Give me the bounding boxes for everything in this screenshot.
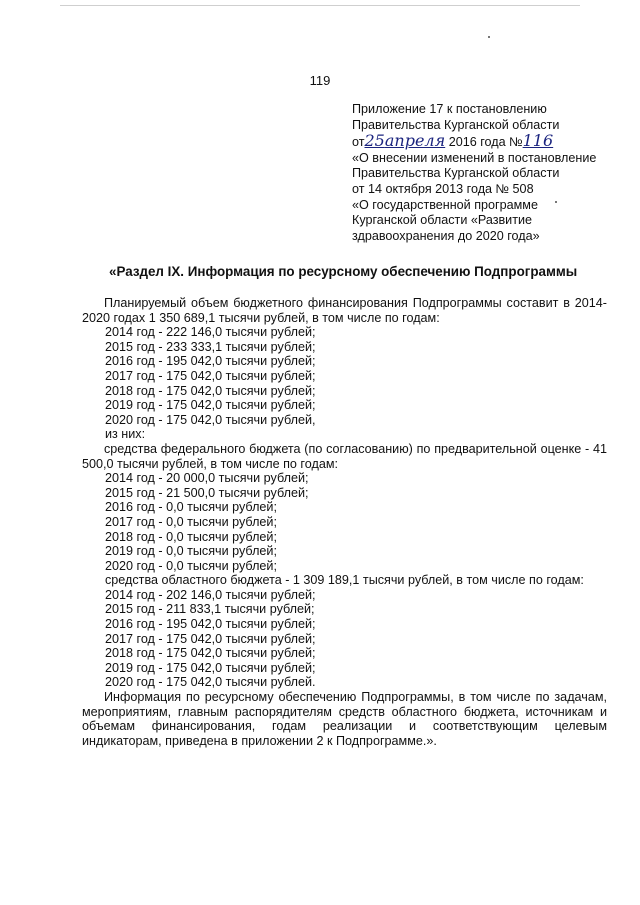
- document-body: [82, 296, 607, 748]
- total-year-line: 2017 год - 175 042,0 тысячи рублей;: [105, 368, 316, 383]
- appendix-line-4: «О внесении изменений в постановление: [352, 150, 597, 165]
- federal-year-line: 2015 год - 21 500,0 тысячи рублей;: [105, 485, 309, 500]
- total-year-line: 2020 год - 175 042,0 тысячи рублей,: [105, 412, 316, 427]
- federal-year-line: 2018 год - 0,0 тысячи рублей;: [105, 529, 277, 544]
- federal-year-line: 2020 год - 0,0 тысячи рублей;: [105, 558, 277, 573]
- date-rest: 2016 года №: [448, 135, 523, 150]
- regional-year-line: 2018 год - 175 042,0 тысячи рублей;: [105, 646, 316, 661]
- appendix-header: [352, 102, 622, 244]
- appendix-line-2: Правительства Курганской области: [352, 117, 560, 132]
- date-prefix: от: [352, 135, 365, 150]
- handwritten-month: апреля: [384, 131, 446, 151]
- section-heading: «Раздел IX. Информация по ресурсному обеспечению Подпрограммы: [109, 264, 578, 279]
- regional-year-line: 2019 год - 175 042,0 тысячи рублей;: [105, 660, 316, 675]
- regional-intro: средства областного бюджета - 1 309 189,1 тысячи рублей, в том числе по годам:: [105, 573, 584, 588]
- scan-speck: [488, 36, 490, 38]
- closing-paragraph: Информация по ресурсному обеспечению Подпрограммы, в том числе по задачам, мероприятиям, главным распорядителям средств областного бюджета, источникам и объемам финансирования, годам реализации и соответствующим целевым индикаторам, приведена в приложении 2 к Подпрограмме.».: [82, 690, 607, 748]
- handwritten-doc-number: 116: [522, 131, 554, 151]
- appendix-date-line: [352, 133, 622, 151]
- appendix-line-1: Приложение 17 к постановлению: [352, 102, 547, 116]
- appendix-line-5: Правительства Курганской области: [352, 166, 560, 181]
- federal-year-line: 2017 год - 0,0 тысячи рублей;: [105, 514, 277, 529]
- intro-paragraph: Планируемый объем бюджетного финансирования Подпрограммы составит в 2014-2020 годах 1 350 689,1 тысячи рублей, в том числе по годам:: [82, 296, 607, 325]
- regional-year-line: 2020 год - 175 042,0 тысячи рублей.: [105, 675, 316, 690]
- scan-speck: [555, 201, 557, 203]
- regional-year-line: 2015 год - 211 833,1 тысячи рублей;: [105, 602, 315, 617]
- appendix-line-9: здравоохранения до 2020 года»: [352, 228, 540, 243]
- regional-year-line: 2016 год - 195 042,0 тысячи рублей;: [105, 617, 316, 632]
- handwritten-day: 25: [364, 131, 385, 151]
- total-year-line: 2019 год - 175 042,0 тысячи рублей;: [105, 398, 316, 413]
- scan-artifact-line: [60, 5, 580, 6]
- regional-year-line: 2017 год - 175 042,0 тысячи рублей;: [105, 631, 316, 646]
- federal-intro: средства федерального бюджета (по согласованию) по предварительной оценке - 41 500,0 тысячи рублей, в том числе по годам:: [82, 441, 607, 471]
- appendix-line-8: Курганской области «Развитие: [352, 213, 533, 228]
- regional-year-line: 2014 год - 202 146,0 тысячи рублей;: [105, 587, 316, 602]
- federal-year-line: 2016 год - 0,0 тысячи рублей;: [105, 500, 277, 515]
- appendix-line-6: от 14 октября 2013 года № 508: [352, 181, 534, 196]
- total-year-line: 2014 год - 222 146,0 тысячи рублей;: [105, 325, 316, 340]
- page-number: 119: [309, 73, 331, 88]
- of-them-label: из них:: [105, 427, 146, 442]
- total-year-line: 2016 год - 195 042,0 тысячи рублей;: [105, 354, 316, 369]
- federal-year-line: 2019 год - 0,0 тысячи рублей;: [105, 544, 277, 559]
- appendix-line-7: «О государственной программе: [352, 197, 538, 212]
- total-year-line: 2015 год - 233 333,1 тысячи рублей;: [105, 339, 316, 354]
- federal-year-line: 2014 год - 20 000,0 тысячи рублей;: [105, 471, 309, 486]
- total-year-line: 2018 год - 175 042,0 тысячи рублей;: [105, 383, 316, 398]
